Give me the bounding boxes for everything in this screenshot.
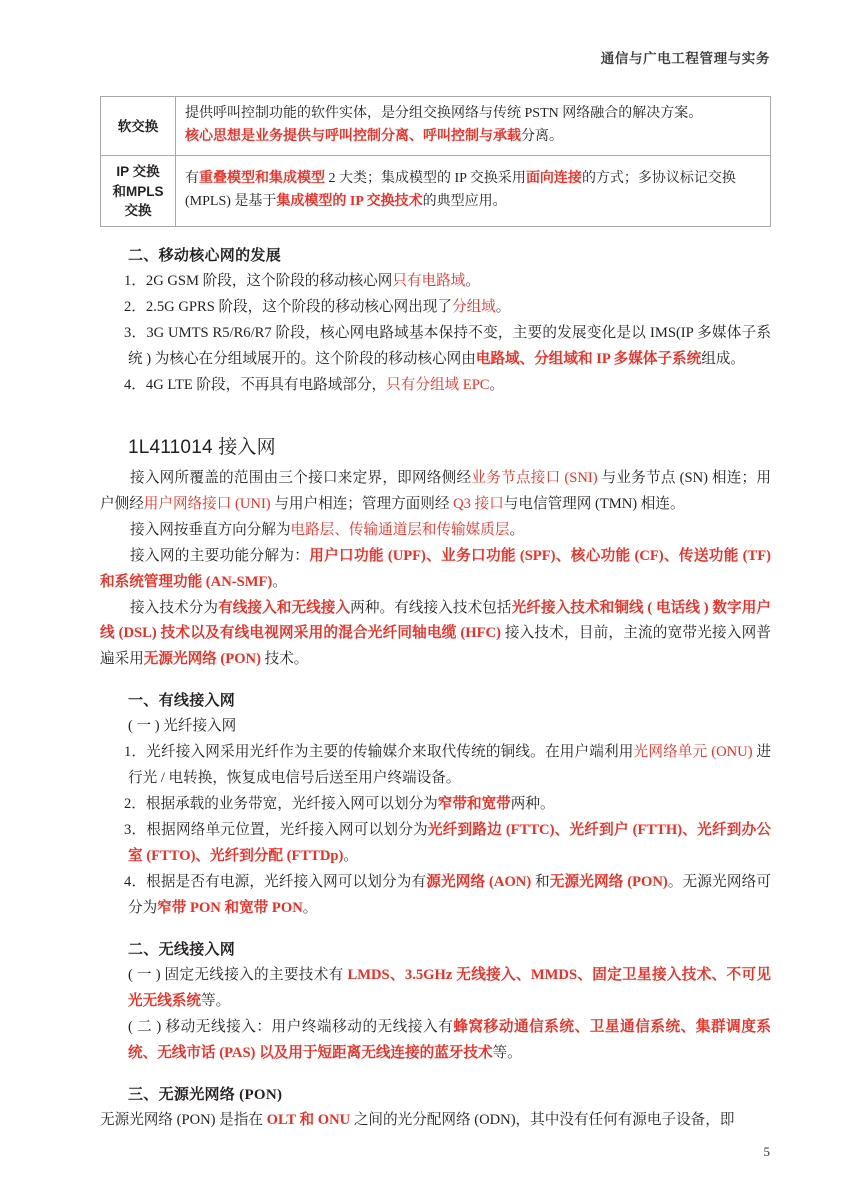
switching-technology-table [100,96,771,227]
paragraph: 无源光网络 (PON) 是指在 OLT 和 ONU 之间的光分配网络 (ODN)，其中没有任何有源电子设备，即 [100,1112,735,1129]
list-item: 1．2G GSM 阶段，这个阶段的移动核心网只有电路域。 [124,272,480,289]
section-heading-pon: 三、无源光网络 (PON) [128,1087,283,1104]
page-number: 5 [763,1144,770,1159]
list-item: ( 一 ) 固定无线接入的主要技术有 LMDS、3.5GHz 无线接入、MMDS、固定卫星接入技术、不可见光无线系统等。 [128,967,771,1010]
table-cell-line-highlight: 核心思想是业务提供与呼叫控制分离、呼叫控制与承载分离。 [185,128,563,144]
list-item: 2．根据承载的业务带宽，光纤接入网可以划分为窄带和宽带两种。 [124,796,555,813]
section-heading-wireless-access: 二、无线接入网 [128,942,236,959]
paragraph: 接入技术分为有线接入和无线接入两种。有线接入技术包括光纤接入技术和铜线 ( 电话线 ) 数字用户线 (DSL) 技术以及有线电视网采用的混合光纤同轴电缆 (HFC) 接入技术，目前，主流的宽带光接入网普遍采用无源光网络 (PON) 技术。 [100,599,771,668]
sub-heading-fiber-access: ( 一 ) 光纤接入网 [128,718,237,735]
table-cell-line: 有重叠模型和集成模型 2 大类；集成模型的 IP 交换采用面向连接的方式；多协议标记交换 (MPLS) 是基于集成模型的 IP 交换技术的典型应用。 [185,170,736,209]
list-item: 1．光纤接入网采用光纤作为主要的传输媒介来取代传统的铜线。在用户端利用光网络单元 (ONU) 进行光 / 电转换，恢复成电信号后送至用户终端设备。 [124,744,771,787]
table-cell-key: IP 交换 和MPLS 交换 [101,156,176,226]
paragraph: 接入网按垂直方向分解为电路层、传输通道层和传输媒质层。 [130,521,525,538]
list-item: 3．根据网络单元位置，光纤接入网可以划分为光纤到路边 (FTTC)、光纤到户 (FTTH)、光纤到办公室 (FTTO)、光纤到分配 (FTTDp)。 [124,822,771,865]
running-head: 通信与广电工程管理与实务 [600,51,770,66]
table-cell-key: 软交换 [101,97,176,156]
table-cell-value [176,97,771,156]
list-item: 4．4G LTE 阶段，不再具有电路域部分，只有分组域 EPC。 [124,376,505,393]
list-item: 4．根据是否有电源，光纤接入网可以划分为有源光网络 (AON) 和无源光网络 (PON)。无源光网络可分为窄带 PON 和宽带 PON。 [124,874,771,917]
section-heading-wired-access: 一、有线接入网 [128,693,236,710]
paragraph: 接入网所覆盖的范围由三个接口来定界，即网络侧经业务节点接口 (SNI) 与业务节点 (SN) 相连；用户侧经用户网络接口 (UNI) 与用户相连；管理方面则经 Q3 接口与电信管理网 (TMN) 相连。 [100,469,771,512]
page-content [100,96,771,1134]
list-item: ( 二 ) 移动无线接入：用户终端移动的无线接入有蜂窝移动通信系统、卫星通信系统、集群调度系统、无线市话 (PAS) 以及用于短距离无线连接的蓝牙技术等。 [128,1019,771,1062]
section-heading-mobile-core: 二、移动核心网的发展 [128,247,282,264]
list-item: 3．3G UMTS R5/R6/R7 阶段，核心网电路域基本保持不变，主要的发展变化是以 IMS(IP 多媒体子系统 ) 为核心在分组域展开的。这个阶段的移动核心网由电路域、分组域和 IP 多媒体子系统组成。 [124,324,771,367]
paragraph: 接入网的主要功能分解为：用户口功能 (UPF)、业务口功能 (SPF)、核心功能 (CF)、传送功能 (TF) 和系统管理功能 (AN-SMF)。 [100,547,771,590]
table-cell-line: 提供呼叫控制功能的软件实体，是分组交换网络与传统 PSTN 网络融合的解决方案。 [185,106,703,121]
table-cell-value [176,156,771,226]
table-row [101,97,771,156]
list-item: 2．2.5G GPRS 阶段，这个阶段的移动核心网出现了分组域。 [124,298,511,315]
table-row [101,156,771,226]
page-title: 1L411014 接入网 [128,436,276,458]
